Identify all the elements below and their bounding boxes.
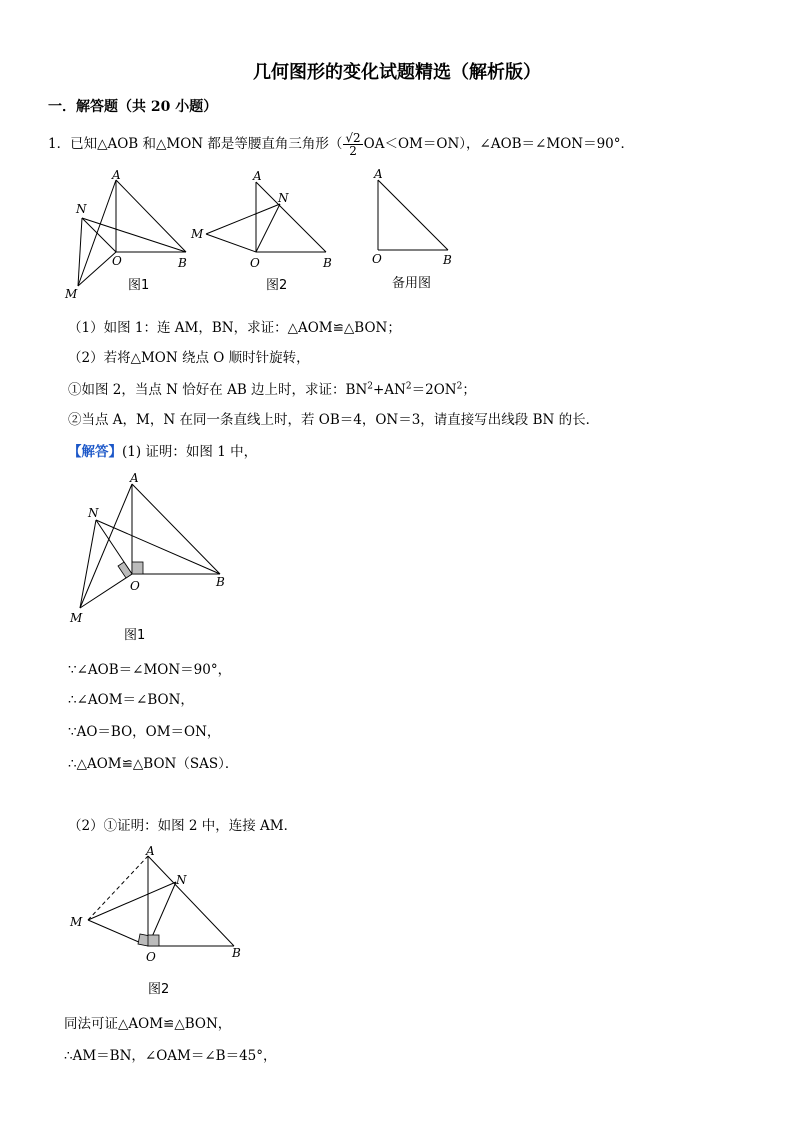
part-2-proof-intro: （2）①证明：如图 2 中，连接 AM． (68, 818, 298, 834)
label-N: N (278, 191, 289, 205)
label-A: A (112, 168, 121, 182)
proof-line-4: ∴△AOM≌△BON（SAS）． (68, 756, 239, 772)
label-B: B (178, 256, 187, 270)
label-O: O (146, 950, 156, 962)
label-O: O (250, 256, 260, 270)
label-B: B (232, 946, 241, 960)
sub-1-c: ＝2ON (411, 382, 457, 398)
label-A: A (146, 844, 155, 858)
label-N: N (76, 202, 87, 216)
label-M: M (70, 611, 83, 625)
answer-figure-2-caption: 图2 (148, 982, 170, 997)
answer-tag: 【解答】 (68, 444, 122, 460)
label-M: M (70, 915, 83, 929)
superscript: 2 (456, 381, 463, 392)
proof-line-1: ∵∠AOB＝∠MON＝90°， (68, 662, 232, 678)
label-M: M (191, 227, 204, 241)
sub-1-d: ； (462, 382, 476, 398)
figure-2-diagram (188, 166, 338, 270)
label-B: B (443, 253, 452, 267)
sub-question-1 (68, 378, 476, 398)
superscript: 2 (367, 381, 373, 392)
proof-line-5: 同法可证△AOM≌△BON， (64, 1016, 232, 1032)
proof-line-6: ∴AM＝BN，∠OAM＝∠B＝45°， (64, 1048, 277, 1064)
fraction-denominator: 2 (349, 144, 357, 158)
superscript: 2 (405, 381, 412, 392)
sub-1-a: ①如图 2，当点 N 恰好在 AB 边上时，求证：BN (68, 382, 368, 398)
part-2-text: （2）若将△MON 绕点 O 顺时针旋转， (68, 350, 310, 366)
sub-1-b: +AN (373, 382, 406, 398)
question-number: 1． (48, 136, 71, 152)
label-O: O (130, 579, 140, 593)
figure-1-caption: 图1 (128, 278, 150, 293)
label-B: B (216, 575, 225, 589)
answer-intro (68, 440, 257, 460)
right-angle-marker (132, 562, 143, 574)
label-A: A (253, 169, 262, 183)
fraction-numerator: √2 (345, 131, 361, 145)
proof-line-3: ∵AO＝BO，OM＝ON， (68, 724, 221, 740)
label-N: N (88, 506, 99, 520)
question-stem-a: 已知△AOB 和△MON 都是等腰直角三角形（ (70, 136, 343, 152)
figure-2-caption: 图2 (266, 278, 288, 293)
spare-figure-diagram (366, 166, 466, 270)
section-heading: 一．解答题（共 20 小题） (48, 99, 218, 115)
label-M: M (65, 287, 78, 300)
question-1-stem (48, 132, 634, 157)
right-angle-marker (148, 935, 159, 946)
page-title: 几何图形的变化试题精选（解析版） (253, 62, 541, 83)
question-stem-b: OA＜OM＝ON），∠AOB＝∠MON＝90°． (363, 136, 635, 152)
answer-figure-1-diagram (64, 470, 234, 630)
proof-line-2: ∴∠AOM＝∠BON， (68, 692, 194, 708)
label-A: A (374, 167, 383, 181)
spare-figure-caption: 备用图 (392, 276, 432, 291)
answer-figure-1-caption: 图1 (124, 628, 146, 643)
answer-intro-text: (1) 证明：如图 1 中， (122, 444, 258, 460)
label-A: A (130, 471, 139, 485)
sub-question-2: ②当点 A，M，N 在同一条直线上时，若 OB＝4，ON＝3，请直接写出线段 BN 的长． (68, 412, 600, 428)
part-1-text: （1）如图 1：连 AM，BN，求证：△AOM≌△BON； (68, 320, 401, 336)
fraction-sqrt2-over-2 (343, 132, 362, 157)
label-O: O (372, 252, 382, 266)
label-B: B (323, 256, 332, 270)
answer-figure-2-diagram (64, 842, 254, 962)
label-N: N (176, 873, 187, 887)
label-O: O (112, 254, 122, 268)
